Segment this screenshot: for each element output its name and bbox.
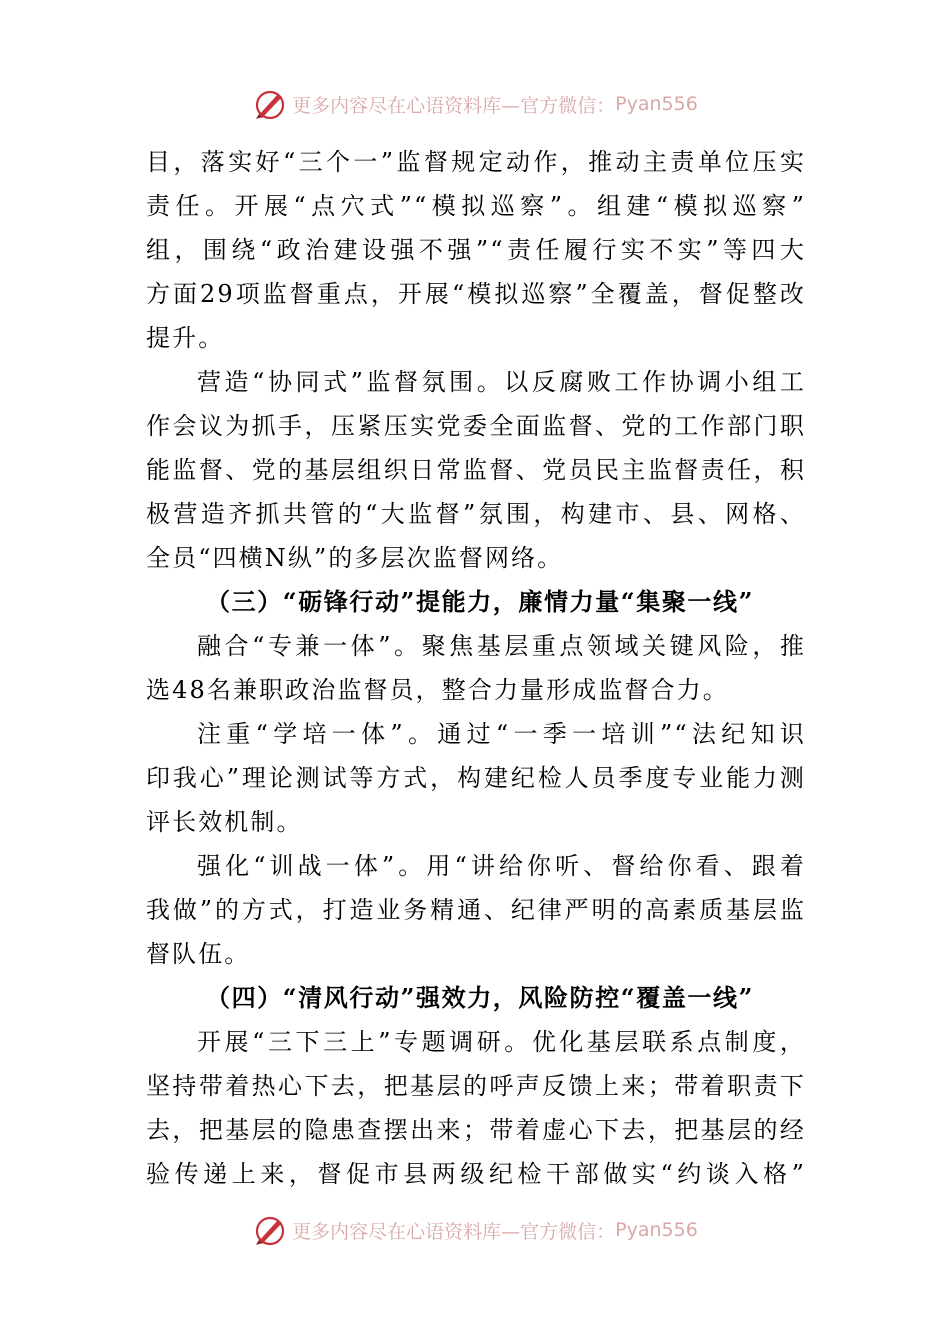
text-line: 去，把基层的隐患查摆出来；带着虚心下去，把基层的经: [146, 1116, 806, 1144]
watermark-wechat-id: Pyan556: [615, 1219, 698, 1241]
watermark-text: 更多内容尽在心语资料库—官方微信：: [292, 1220, 616, 1243]
watermark-wechat-id: Pyan556: [615, 93, 698, 115]
text-line: 印我心”理论测试等方式，构建纪检人员季度专业能力测: [146, 764, 806, 792]
text-line: 提升。: [146, 324, 225, 352]
text-line: 营造“协同式”监督氛围。以反腐败工作协调小组工: [197, 368, 806, 396]
text-line: 我做”的方式，打造业务精通、纪律严明的高素质基层监: [146, 896, 806, 924]
text-line: 评长效机制。: [146, 808, 303, 836]
text-line: 组，围绕“政治建设强不强”“责任履行实不实”等四大: [146, 236, 806, 264]
text-line: 验传递上来，督促市县两级纪检干部做实“约谈入格”: [146, 1160, 806, 1188]
pen-circle-logo-icon: [252, 86, 288, 122]
section-heading-4: （四）“清风行动”强效力，风险防控“覆盖一线”: [206, 983, 755, 1012]
document-body: [146, 140, 806, 1196]
text-line: 目，落实好“三个一”监督规定动作，推动主责单位压实: [146, 148, 806, 176]
watermark-text: 更多内容尽在心语资料库—官方微信：: [292, 94, 616, 117]
text-line: 作会议为抓手，压紧压实党委全面监督、党的工作部门职: [146, 412, 806, 440]
section-heading-3: （三）“砺锋行动”提能力，廉情力量“集聚一线”: [206, 587, 755, 616]
top-watermark-banner: [0, 84, 950, 124]
text-line: 融合“专兼一体”。聚焦基层重点领域关键风险，推: [197, 632, 806, 660]
bottom-watermark-banner: [0, 1210, 950, 1250]
text-line: 责任。开展“点穴式”“模拟巡察”。组建“模拟巡察”: [146, 192, 806, 220]
text-line: 极营造齐抓共管的“大监督”氛围，构建市、县、网格、: [146, 500, 806, 528]
text-line: 方面29项监督重点，开展“模拟巡察”全覆盖，督促整改: [146, 280, 806, 308]
text-line: 注重“学培一体”。通过“一季一培训”“法纪知识: [197, 720, 806, 748]
text-line: 全员“四横N纵”的多层次监督网络。: [146, 544, 564, 572]
pen-circle-logo-icon: [252, 1212, 288, 1248]
text-line: 强化“训战一体”。用“讲给你听、督给你看、跟着: [197, 852, 806, 880]
text-line: 督队伍。: [146, 940, 251, 968]
text-line: 开展“三下三上”专题调研。优化基层联系点制度，: [197, 1028, 806, 1056]
text-line: 坚持带着热心下去，把基层的呼声反馈上来；带着职责下: [146, 1072, 806, 1100]
text-line: 选48名兼职政治监督员，整合力量形成监督合力。: [146, 676, 729, 704]
text-line: 能监督、党的基层组织日常监督、党员民主监督责任，积: [146, 456, 806, 484]
